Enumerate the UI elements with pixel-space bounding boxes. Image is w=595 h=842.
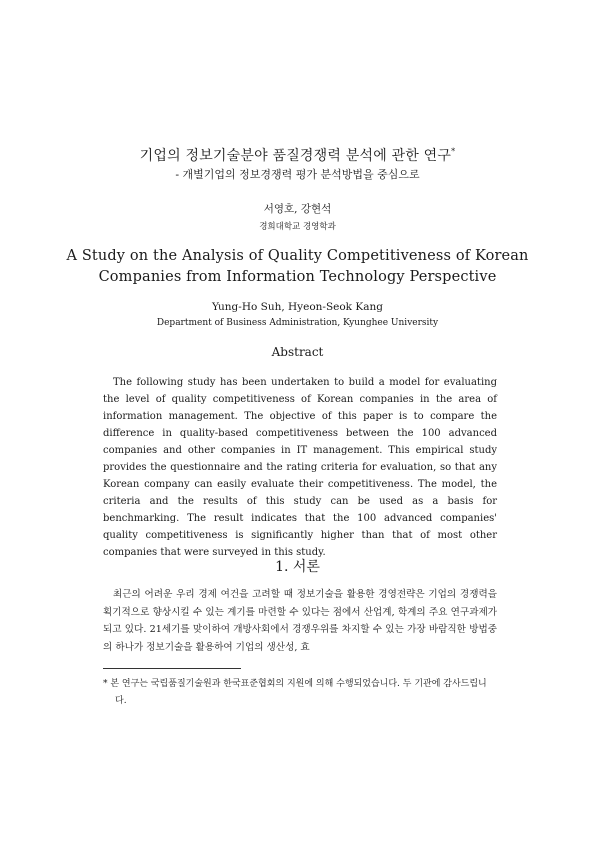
introduction-paragraph: 최근의 어려운 우리 경제 여건을 고려할 때 정보기술을 활용한 경영전략은 기업의 경쟁력을 획기적으로 향상시킬 수 있는 계기를 마련할 수 있다는 점에서 산업계, 학계의 주요 연구과제가 되고 있다. 21세기를 맞이하여 개방사회에서 경쟁우위를 차지할 수 있는 가장 바람직한 방법중의 하나가 정보기술을 활용하여 기업의 생산성, 효 (103, 589, 497, 653)
korean-affiliation: 경희대학교 경영학과 (259, 222, 336, 232)
footnote-divider (103, 668, 241, 669)
korean-title (0, 145, 595, 165)
english-authors: Yung-Ho Suh, Hyeon-Seok Kang (212, 301, 383, 313)
english-title-line-2: Companies from Information Technology Perspective (98, 269, 497, 285)
abstract-body: The following study has been undertaken to build a model for evaluating the level of quality competitiveness of Korean companies in the area of information management. The objective of this paper is to compare the difference in quality-based competitiveness between the 100 advanced companies and other companies in IT management. This empirical study provides the questionnaire and the rating criteria for evaluation, so that any Korean company can easily evaluate their competitiveness. The model, the criteria and the results of this study can be used as a basis for benchmarking. The result indicates that the 100 advanced companies' quality competitiveness is significantly higher than that of most other companies that were surveyed in this study. (103, 377, 497, 558)
english-affiliation: Department of Business Administration, Kyunghee University (156, 318, 439, 328)
english-title-line-1: A Study on the Analysis of Quality Competitiveness of Korean (66, 248, 529, 264)
footnote: * 본 연구는 국립품질기술원과 한국표준협회의 지원에 의해 수행되었습니다. 두 기관에 감사드립니다. (103, 679, 487, 706)
abstract-heading: Abstract (271, 345, 324, 359)
korean-subtitle: - 개별기업의 정보경쟁력 평가 분석방법을 중심으로 (175, 168, 420, 181)
korean-title-text: 기업의 정보기술분야 품질경쟁력 분석에 관한 연구 (139, 148, 452, 164)
title-footnote-mark: * (451, 147, 456, 156)
section-heading-introduction: 1. 서론 (275, 559, 320, 575)
english-title (0, 246, 595, 288)
korean-authors: 서영호, 강현석 (263, 203, 332, 215)
